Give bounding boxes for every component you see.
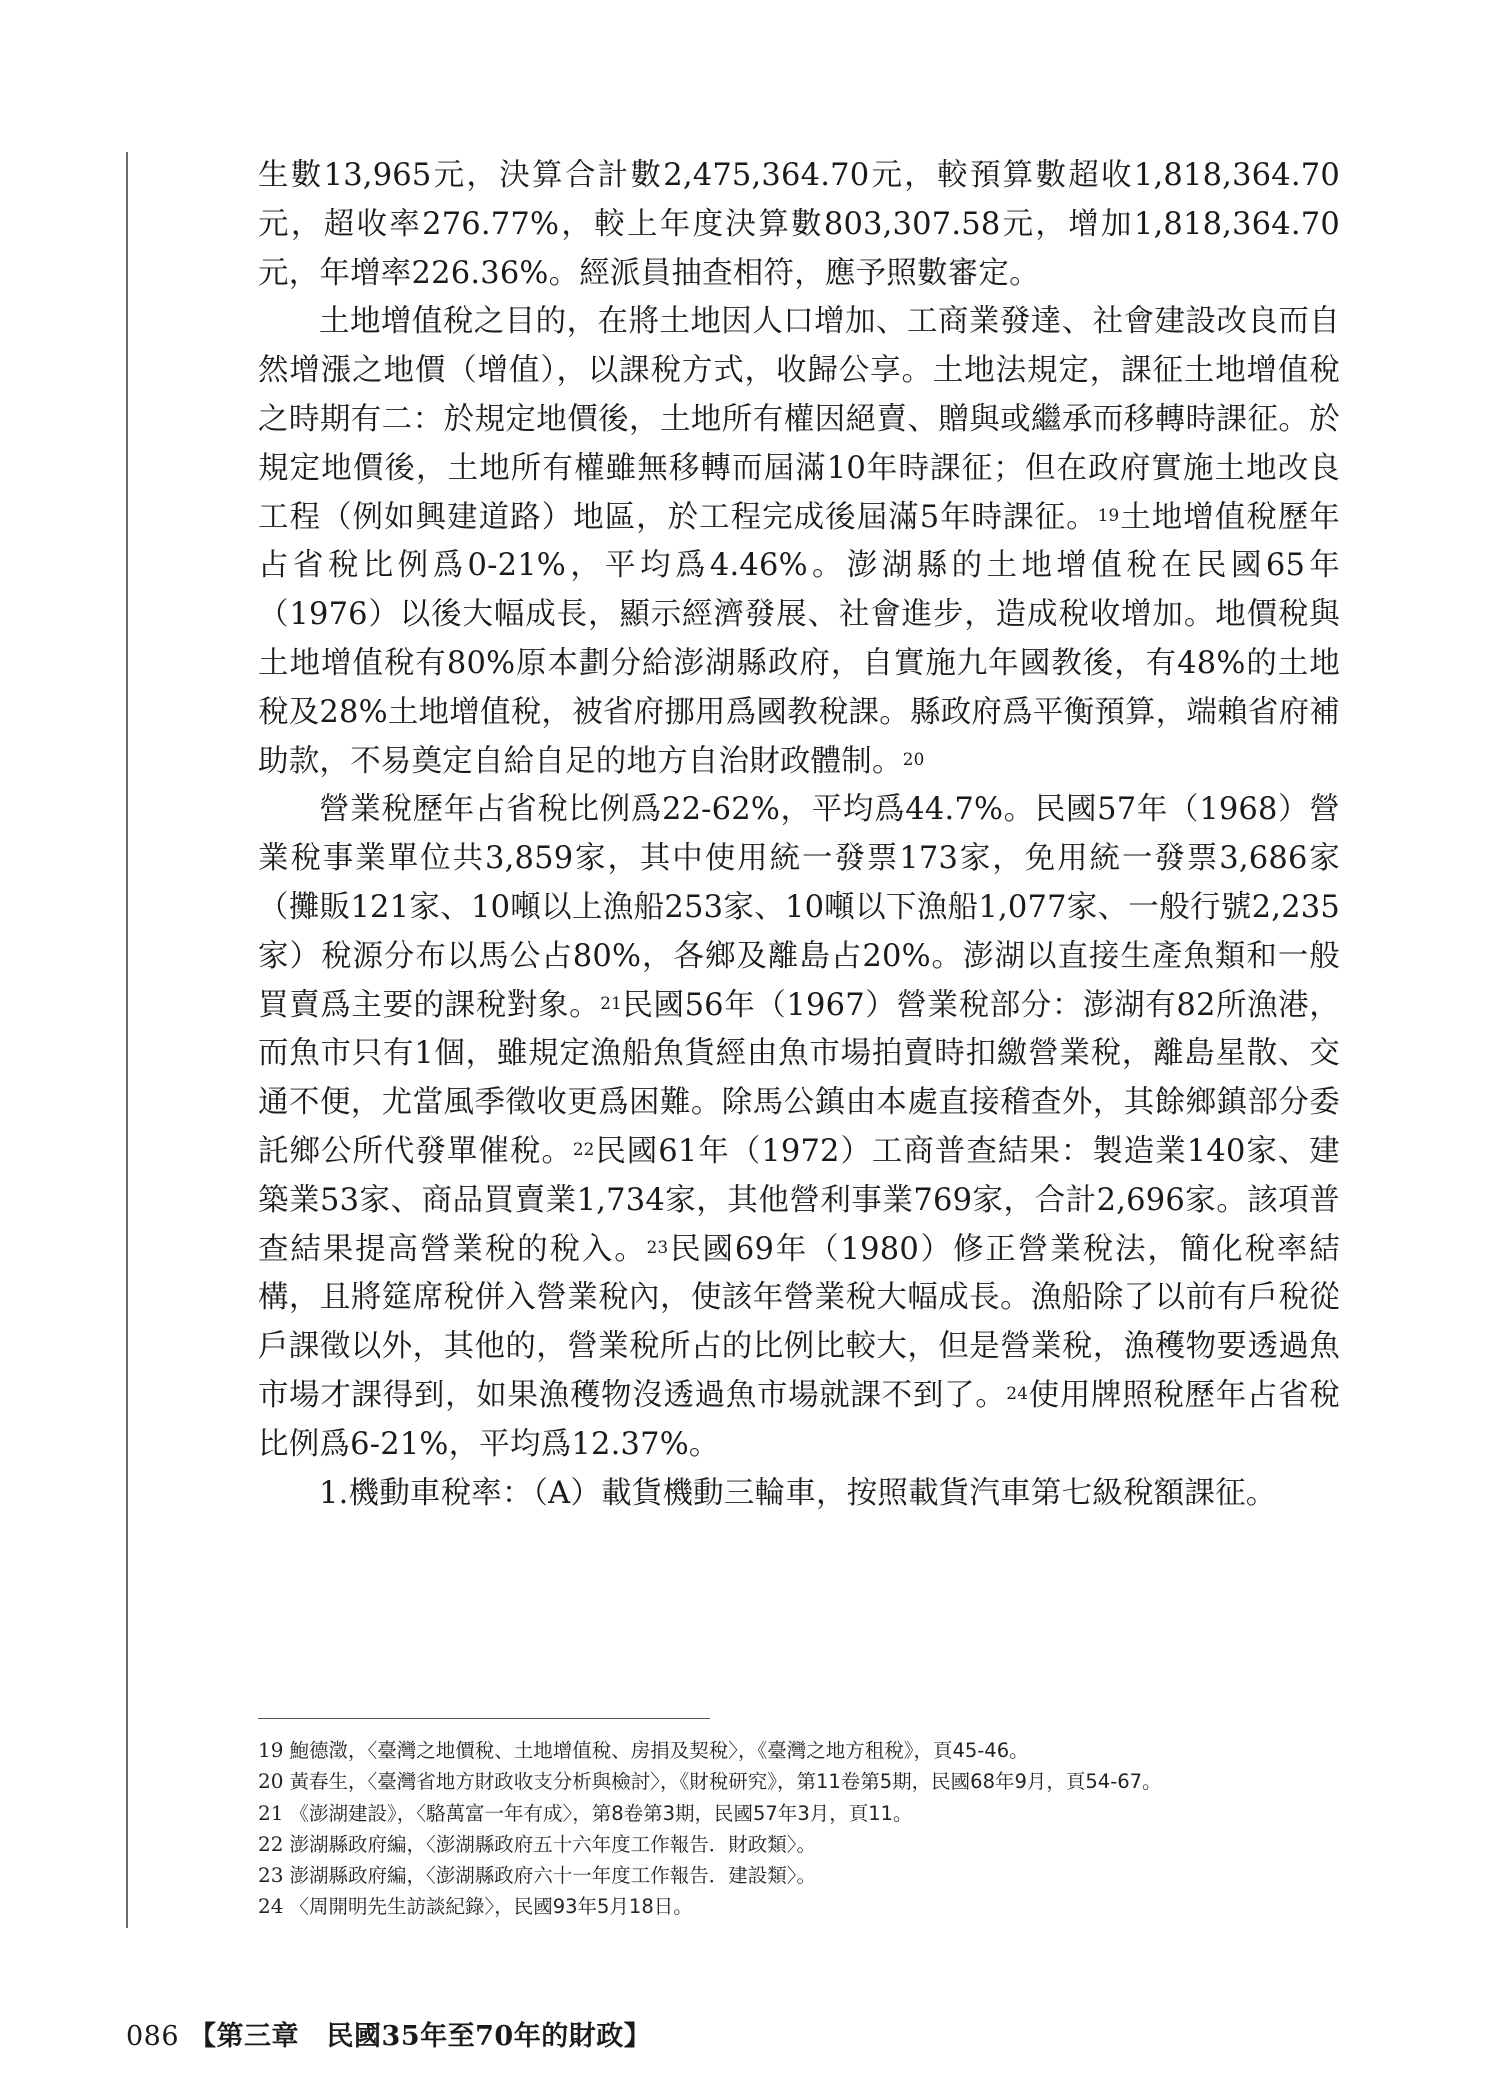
footnote-21: 21 《澎湖建設》，〈駱萬富一年有成〉，第8卷第3期，民國57年3月，頁11。: [258, 1800, 913, 1825]
footnote-20: 20 黃春生，〈臺灣省地方財政收支分析與檢討〉，《財稅研究》，第11卷第5期，民國68年9月，頁54-67。: [258, 1769, 1162, 1794]
footnote-ref-23[interactable]: 23: [646, 1236, 669, 1257]
footnote-ref-24[interactable]: 24: [1006, 1383, 1029, 1404]
footnote-23: 23 澎湖縣政府編，〈澎湖縣政府六十一年度工作報告．建設類〉。: [258, 1863, 816, 1888]
footnote-24: 24 〈周開明先生訪談紀錄〉，民國93年5月18日。: [258, 1894, 693, 1919]
paragraph-4: 1.機動車稅率：（A）載貨機動三輪車，按照載貨汽車第七級稅額課征。: [319, 1475, 1277, 1511]
margin-rule: [126, 152, 128, 1928]
paragraph-3: 營業稅歷年占省稅比例爲22-62%，平均爲44.7%。民國57年（1968）營業稅事業單位共3,859家，其中使用統一發票173家，免用統一發票3,686家（攤販121家、10噸以上漁船253家、10噸以下漁船1,077家、一般行號2,235家）稅源分布以馬公占80%，各鄉及離島占20%。澎湖以直接生產魚類和一般買賣爲主要的課稅對象。$^{21}$民國56年（1967）營業稅部分：澎湖有82所漁港，而魚市只有1個，雖規定漁船魚貨經由魚市場拍賣時扣繳營業稅，離島星散、交通不便，尤當風季徵收更爲困難。除馬公鎮由本處直接稽查外，其餘鄉鎮部分委託鄉公所代發單催稅。$^{22}$民國61年（1972）工商普查結果：製造業140家、建築業53家、商品買賣業1,734家，其他營利事業769家，合計2,696家。該項普查結果提高營業稅的稅入。$^{23}$民國69年（1980）修正營業稅法，簡化稅率結構，且將筵席稅併入營業稅內，使該年營業稅大幅成長。漁船除了以前有戶稅從戶課徵以外，其他的，營業稅所占的比例比較大，但是營業稅，漁穫物要透過魚市場才課得到，如果漁穫物沒透過魚市場就課不到了。$^{24}$使用牌照稅歷年占省稅比例爲6-21%，平均爲12.37%。: [258, 792, 1340, 1462]
paragraph-1: 生數13,965元，決算合計數2,475,364.70元，較預算數超收1,818,364.70元，超收率276.77%，較上年度決算數803,307.58元，增加1,818,364.70元，年增率226.36%。經派員抽查相符，應予照數審定。: [258, 158, 1340, 291]
body-text: [258, 152, 1340, 1518]
running-footer: [126, 2014, 651, 2053]
footnote-22: 22 澎湖縣政府編，〈澎湖縣政府五十六年度工作報告．財政類〉。: [258, 1831, 816, 1856]
page-number: 086: [126, 2021, 180, 2052]
footnotes: [258, 1735, 1340, 1923]
footnote-rule: [258, 1718, 710, 1719]
paragraph-2: 土地增值稅之目的，在將土地因人口增加、工商業發達、社會建設改良而自然增漲之地價（增值），以課稅方式，收歸公享。土地法規定，課征土地增值稅之時期有二：於規定地價後，土地所有權因絕賣、贈與或繼承而移轉時課征。於規定地價後，土地所有權雖無移轉而屆滿10年時課征；但在政府實施土地改良工程（例如興建道路）地區，於工程完成後屆滿5年時課征。$^{19}$土地增值稅歷年占省稅比例爲0-21%，平均爲4.46%。澎湖縣的土地增值稅在民國65年（1976）以後大幅成長，顯示經濟發展、社會進步，造成稅收增加。地價稅與土地增值稅有80%原本劃分給澎湖縣政府，自實施九年國教後，有48%的土地稅及28%土地增值稅，被省府挪用爲國教稅課。縣政府爲平衡預算，端賴省府補助款，不易奠定自給自足的地方自治財政體制。$^{20}$: [258, 304, 1340, 779]
footnote-19: 19 鮑德澂，〈臺灣之地價稅、土地增值稅、房捐及契稅〉，《臺灣之地方租稅》，頁45-46。: [258, 1738, 1029, 1762]
chapter-title: 【第三章 民國35年至70年的財政】: [189, 2021, 652, 2052]
footnote-ref-22[interactable]: 22: [572, 1139, 595, 1160]
footnote-ref-19[interactable]: 19: [1097, 504, 1120, 525]
footnote-ref-20[interactable]: 20: [902, 748, 925, 769]
footnote-ref-21[interactable]: 21: [600, 992, 622, 1013]
